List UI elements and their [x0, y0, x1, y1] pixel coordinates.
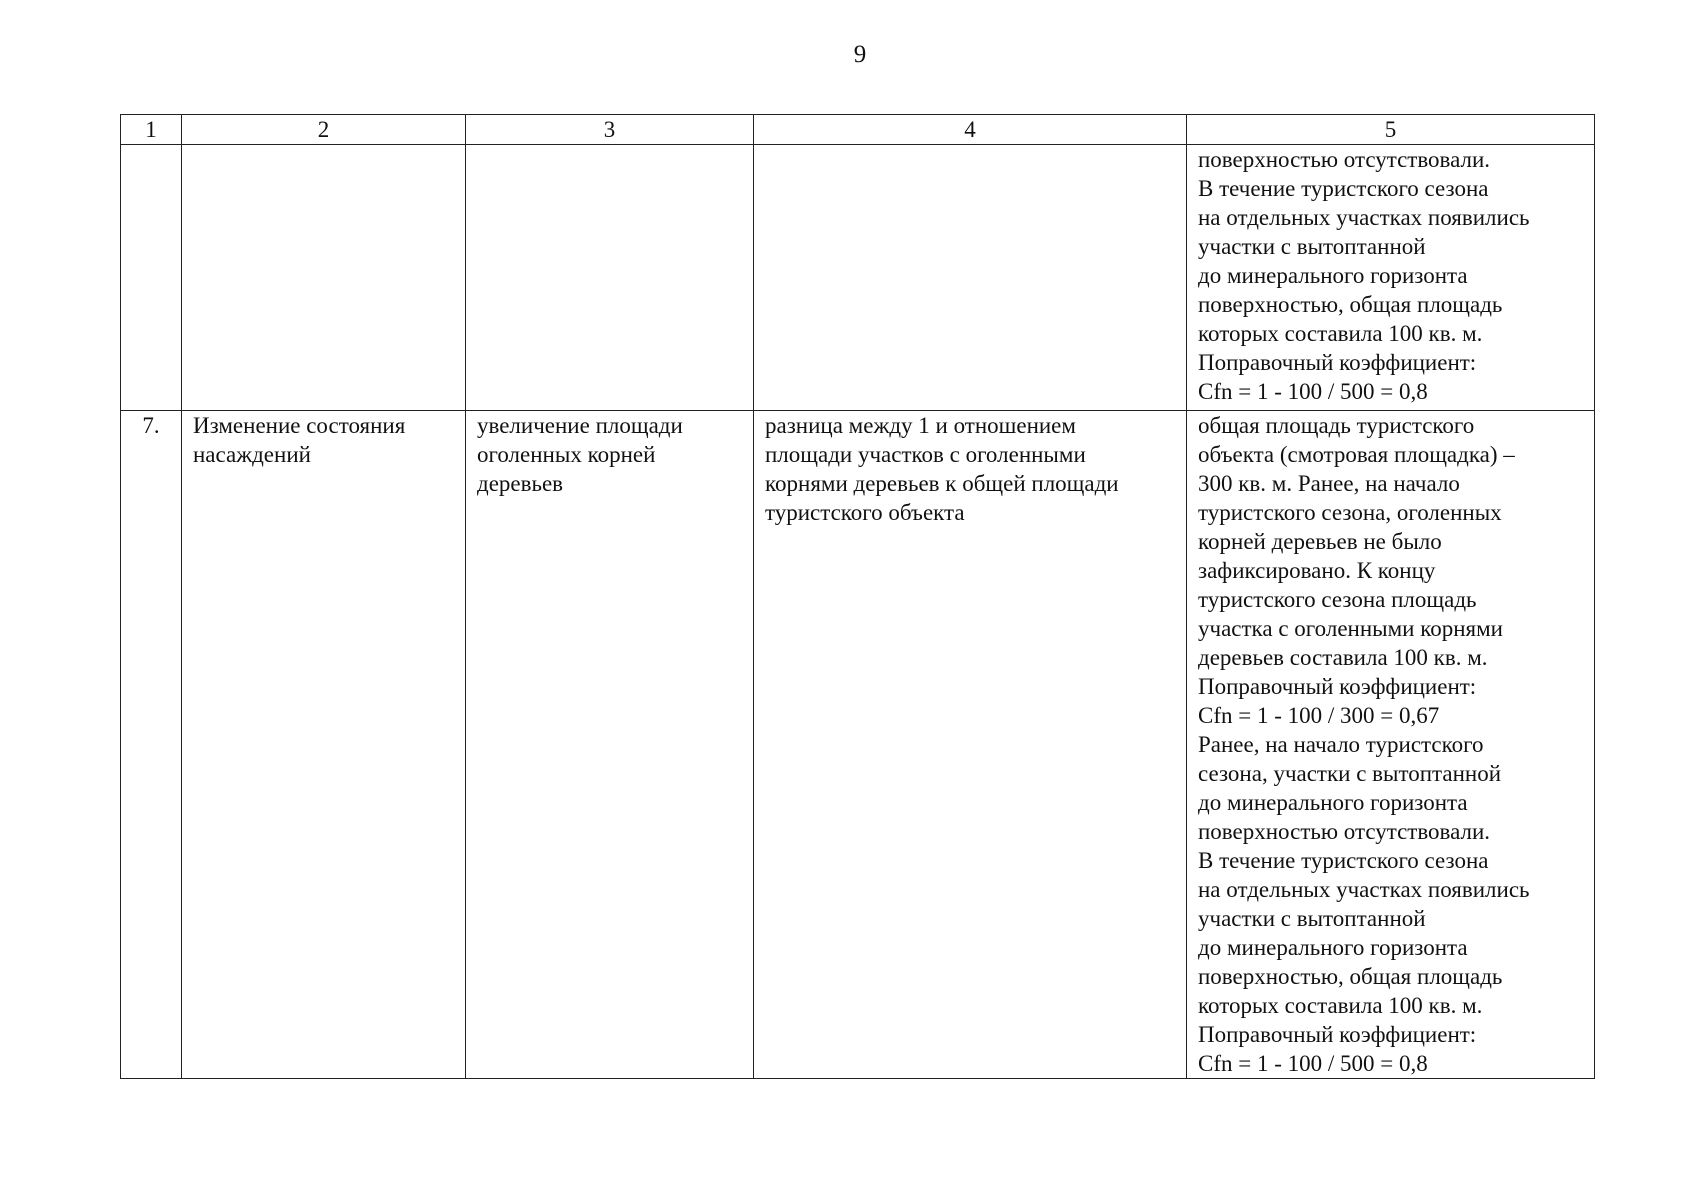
cell-text-line: которых составила 100 кв. м.	[1198, 321, 1483, 346]
table-row-7	[121, 411, 1595, 1079]
cell-text-line: В течение туристского сезона	[1198, 176, 1489, 201]
formula-cell	[754, 145, 1187, 411]
header-col-3: 3	[466, 115, 754, 145]
cell-text-line: туристского объекта	[765, 500, 965, 525]
header-col-4: 4	[754, 115, 1187, 145]
cell-text-line: Изменение состояния	[193, 413, 406, 438]
cell-text-line: поверхностью, общая площадь	[1198, 964, 1503, 989]
criteria-table	[120, 114, 1595, 1079]
cell-text-line: которых составила 100 кв. м.	[1198, 993, 1483, 1018]
cell-text-line: увеличение площади	[477, 413, 683, 438]
row-number: 7.	[121, 411, 182, 1079]
cell-text-line: Cfn = 1 - 100 / 500 = 0,8	[1198, 1051, 1428, 1076]
cell-text-line: Ранее, на начало туристского	[1198, 732, 1484, 757]
cell-text-line: деревьев	[477, 471, 564, 496]
table-row-continuation	[121, 145, 1595, 411]
cell-text-line: сезона, участки с вытоптанной	[1198, 761, 1502, 786]
cell-text-line: участка с оголенными корнями	[1198, 616, 1503, 641]
cell-text-line: участки с вытоптанной	[1198, 234, 1426, 259]
cell-text-line: общая площадь туристского	[1198, 413, 1475, 438]
formula-cell	[754, 411, 1187, 1079]
cell-text-line: 300 кв. м. Ранее, на начало	[1198, 471, 1460, 496]
cell-text-line: площади участков с оголенными	[765, 442, 1086, 467]
cell-text-line: Поправочный коэффициент:	[1198, 674, 1477, 699]
cell-text-line: на отдельных участках появились	[1198, 877, 1530, 902]
cell-text-line: В течение туристского сезона	[1198, 848, 1489, 873]
cell-text-line: зафиксировано. К концу	[1198, 558, 1436, 583]
header-col-1: 1	[121, 115, 182, 145]
table-header-row	[121, 115, 1595, 145]
cell-text-line: насаждений	[193, 442, 311, 467]
criterion-cell	[466, 411, 754, 1079]
cell-text-line: поверхностью, общая площадь	[1198, 292, 1503, 317]
cell-text-line: до минерального горизонта	[1198, 935, 1468, 960]
cell-text-line: участки с вытоптанной	[1198, 906, 1426, 931]
example-cell	[1187, 145, 1595, 411]
criterion-cell	[466, 145, 754, 411]
cell-text-line: туристского сезона площадь	[1198, 587, 1477, 612]
cell-text-line: Поправочный коэффициент:	[1198, 350, 1477, 375]
cell-text-line: объекта (смотровая площадка) –	[1198, 442, 1515, 467]
cell-text-line: Поправочный коэффициент:	[1198, 1022, 1477, 1047]
header-col-2: 2	[182, 115, 466, 145]
cell-text-line: корней деревьев не было	[1198, 529, 1442, 554]
cell-text-line: на отдельных участках появились	[1198, 205, 1530, 230]
cell-text-line: поверхностью отсутствовали.	[1198, 819, 1491, 844]
cell-text-line: разница между 1 и отношением	[765, 413, 1076, 438]
cell-text-line: оголенных корней	[477, 442, 656, 467]
indicator-cell	[182, 411, 466, 1079]
header-col-5: 5	[1187, 115, 1595, 145]
cell-text-line: корнями деревьев к общей площади	[765, 471, 1119, 496]
page-number: 9	[853, 41, 867, 68]
cell-text-line: до минерального горизонта	[1198, 263, 1468, 288]
cell-text-line: Cfn = 1 - 100 / 500 = 0,8	[1198, 379, 1428, 404]
cell-text-line: деревьев составила 100 кв. м.	[1198, 645, 1488, 670]
example-cell	[1187, 411, 1595, 1079]
cell-text-line: туристского сезона, оголенных	[1198, 500, 1502, 525]
cell-text-line: Cfn = 1 - 100 / 300 = 0,67	[1198, 703, 1440, 728]
cell-text-line: до минерального горизонта	[1198, 790, 1468, 815]
cell-text-line: поверхностью отсутствовали.	[1198, 147, 1491, 172]
row-number	[121, 145, 182, 411]
indicator-cell	[182, 145, 466, 411]
